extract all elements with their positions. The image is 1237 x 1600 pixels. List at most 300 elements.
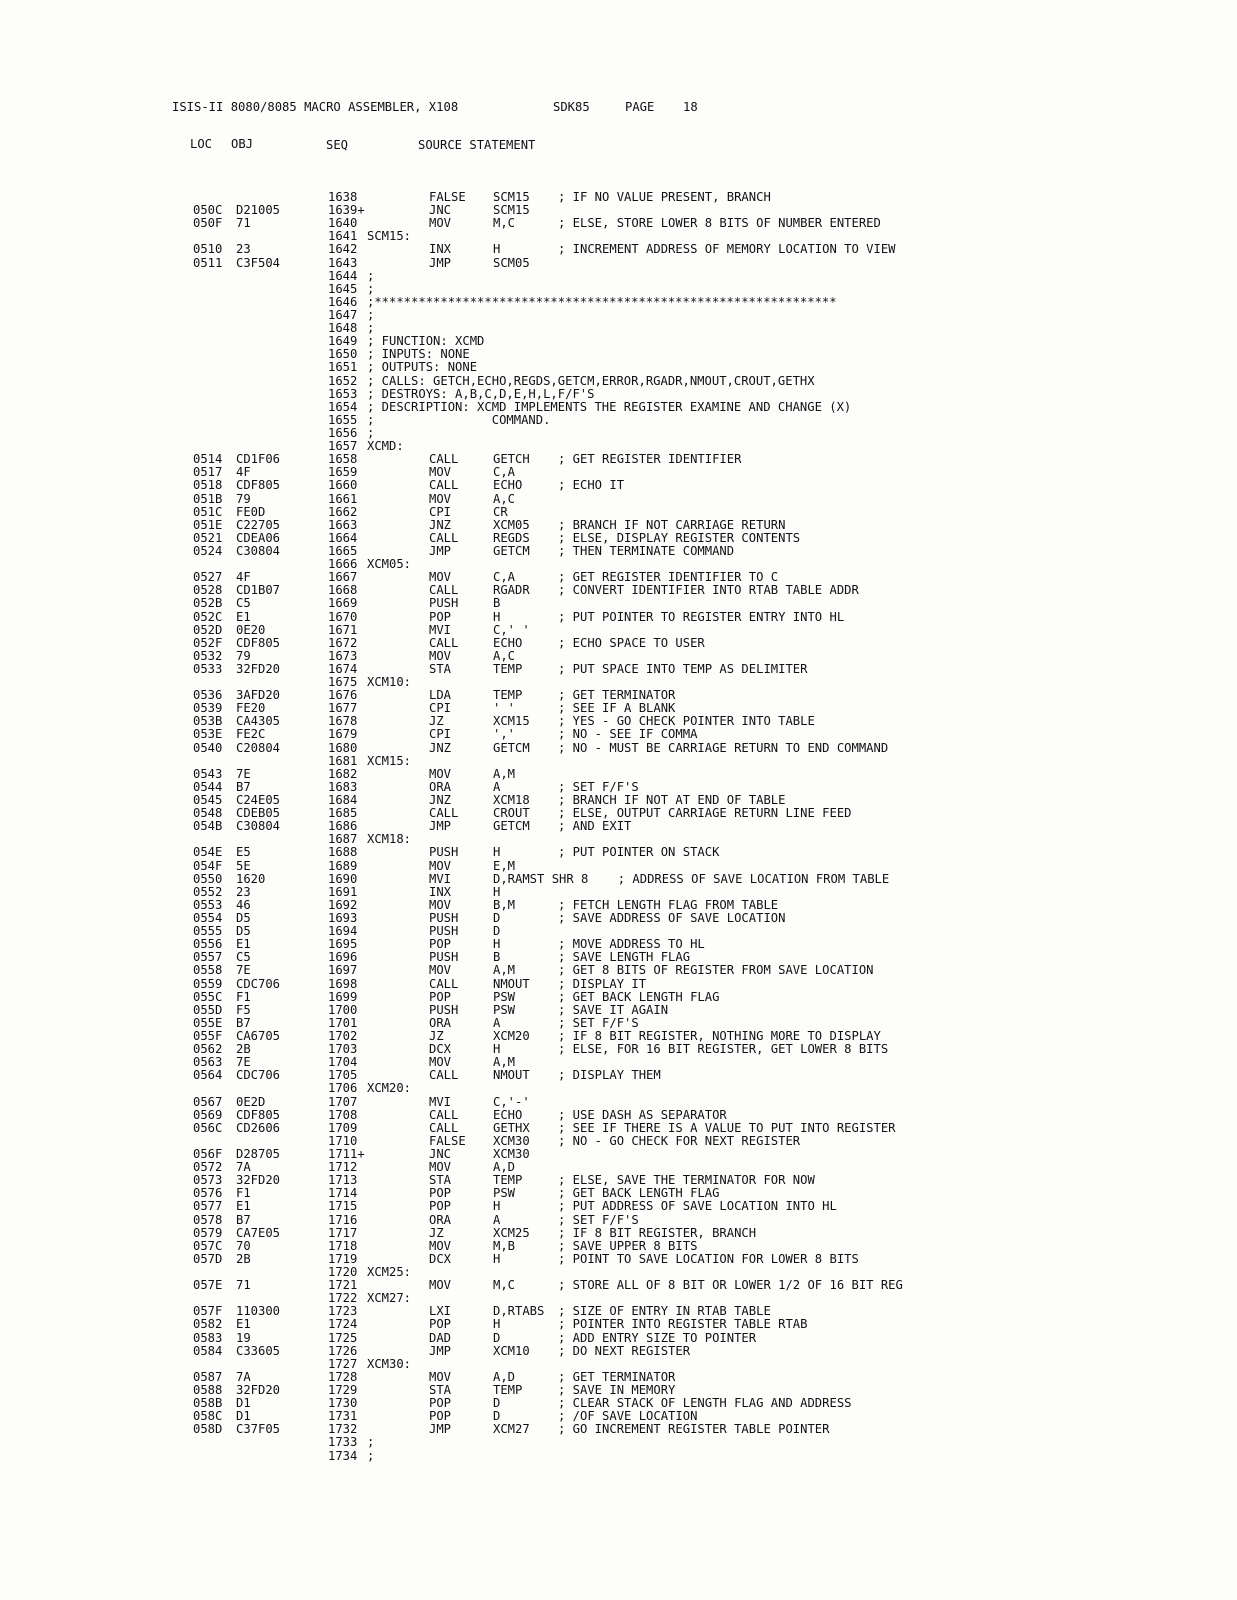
listing-line — [0, 1371, 1237, 1384]
opcode-field: STA — [429, 1173, 452, 1188]
obj-field: 0E20 — [236, 622, 266, 637]
seq-field: 1684 — [328, 793, 358, 808]
opcode-field: JMP — [429, 255, 452, 270]
listing-line — [0, 270, 1237, 283]
obj-field: CA4305 — [236, 714, 281, 729]
seq-field: 1720 — [328, 1264, 358, 1279]
opcode-field: PUSH — [429, 1002, 459, 1017]
loc-field: 052C — [193, 609, 223, 624]
comment-field: ; PUT ADDRESS OF SAVE LOCATION INTO HL — [558, 1199, 837, 1214]
obj-field: D21005 — [236, 203, 281, 218]
opcode-field: MOV — [429, 1278, 452, 1293]
comment-field: ; GET BACK LENGTH FLAG — [558, 989, 720, 1004]
seq-field: 1724 — [328, 1317, 358, 1332]
opcode-field: POP — [429, 937, 452, 952]
comment-field: ; SEE IF A BLANK — [558, 701, 676, 716]
seq-field: 1702 — [328, 1029, 358, 1043]
opcode-field: POP — [429, 1396, 452, 1411]
comment-field: ; SIZE OF ENTRY IN RTAB TABLE — [558, 1304, 771, 1319]
assembler-title: ISIS-II 8080/8085 MACRO ASSEMBLER, X108 — [172, 100, 459, 114]
loc-field: 050F — [193, 216, 223, 231]
obj-field: 7E — [236, 1055, 251, 1070]
obj-field: D5 — [236, 924, 251, 939]
seq-field: 1672 — [328, 635, 358, 650]
opcode-field: PUSH — [429, 924, 459, 939]
comment-field: ; BRANCH IF NOT CARRIAGE RETURN — [558, 517, 786, 532]
operand-field: PSW — [493, 1002, 516, 1017]
operand-field: ECHO — [493, 635, 523, 650]
opcode-field: CALL — [429, 635, 459, 650]
listing-line — [0, 637, 1237, 650]
comment-field: ; IF 8 BIT REGISTER, BRANCH — [558, 1225, 757, 1240]
loc-field: 0572 — [193, 1160, 223, 1175]
obj-field: FE0D — [236, 504, 266, 519]
seq-field: 1727 — [328, 1356, 358, 1371]
listing-line — [0, 519, 1237, 532]
loc-field: 0583 — [193, 1330, 223, 1345]
listing-line — [0, 820, 1237, 833]
seq-field: 1732 — [328, 1422, 358, 1437]
opcode-field: CPI — [429, 701, 452, 716]
operand-field: E,M — [493, 858, 516, 873]
obj-field: 70 — [236, 1238, 251, 1253]
operand-field: TEMP — [493, 1173, 523, 1188]
comment-field: ; GO INCREMENT REGISTER TABLE POINTER — [558, 1422, 830, 1437]
seq-field: 1714 — [328, 1186, 358, 1201]
opcode-field: MOV — [429, 1055, 452, 1070]
listing-line — [0, 873, 1237, 886]
operand-field: A — [493, 779, 501, 794]
opcode-field: MOV — [429, 1369, 452, 1384]
seq-field: 1682 — [328, 766, 358, 781]
loc-field: 0511 — [193, 255, 223, 270]
operand-field: B,M — [493, 897, 516, 912]
obj-field: B7 — [236, 779, 251, 794]
loc-field: 0548 — [193, 806, 223, 821]
listing-line — [0, 991, 1237, 1004]
operand-field: C,A — [493, 570, 516, 585]
listing-line — [0, 597, 1237, 610]
operand-field: H — [493, 845, 501, 860]
seq-field: 1683 — [328, 779, 358, 794]
obj-field: 3AFD20 — [236, 688, 281, 703]
seq-field: 1685 — [328, 806, 358, 821]
listing-line — [0, 361, 1237, 374]
seq-field: 1730 — [328, 1396, 358, 1411]
operand-field: ',' — [493, 727, 516, 742]
comment-field: ; ELSE, OUTPUT CARRIAGE RETURN LINE FEED — [558, 806, 852, 821]
loc-field: 054E — [193, 845, 223, 860]
loc-field: 052F — [193, 635, 223, 650]
seq-field: 1662 — [328, 504, 358, 519]
operand-field: XCM20 — [493, 1029, 530, 1043]
operand-field: SCM05 — [493, 255, 530, 270]
page-number: 18 — [683, 100, 698, 114]
seq-field: 1652 — [328, 373, 358, 388]
loc-field: 0532 — [193, 648, 223, 663]
seq-field: 1695 — [328, 937, 358, 952]
seq-field: 1673 — [328, 648, 358, 663]
seq-field: 1721 — [328, 1278, 358, 1293]
seq-field: 1731 — [328, 1409, 358, 1424]
obj-field: 71 — [236, 216, 251, 231]
opcode-field: CALL — [429, 478, 459, 493]
comment-field: ; PUT POINTER ON STACK — [558, 845, 720, 860]
label-field: XCM10: — [367, 675, 412, 690]
listing-line — [0, 624, 1237, 637]
comment-field: ; GET REGISTER IDENTIFIER TO C — [558, 570, 779, 585]
opcode-field: JMP — [429, 1343, 452, 1358]
loc-field: 0557 — [193, 950, 223, 965]
obj-field: CDC706 — [236, 976, 281, 991]
source-field: ; — [367, 307, 375, 322]
obj-field: 2B — [236, 1251, 251, 1266]
obj-field: 4F — [236, 570, 251, 585]
listing-line — [0, 728, 1237, 741]
operand-field: D — [493, 1409, 501, 1424]
listing-line — [0, 1135, 1237, 1148]
listing-line — [0, 479, 1237, 492]
seq-field: 1705 — [328, 1068, 358, 1083]
seq-field: 1649 — [328, 334, 358, 349]
source-field: ; — [367, 268, 375, 283]
comment-field: ; CLEAR STACK OF LENGTH FLAG AND ADDRESS — [558, 1396, 852, 1411]
seq-field: 1667 — [328, 570, 358, 585]
comment-field: ; NO - MUST BE CARRIAGE RETURN TO END COMMAND — [558, 740, 889, 755]
seq-field: 1670 — [328, 609, 358, 624]
listing-line — [0, 1096, 1237, 1109]
operand-field: A — [493, 1212, 501, 1227]
comment-field: ; STORE ALL OF 8 BIT OR LOWER 1/2 OF 16 BIT REG — [558, 1278, 903, 1293]
obj-field: CDF805 — [236, 478, 281, 493]
comment-field: ; SEE IF THERE IS A VALUE TO PUT INTO REGISTER — [558, 1120, 896, 1135]
module-name: SDK85 — [553, 100, 590, 114]
seq-field: 1704 — [328, 1055, 358, 1070]
operand-field: H — [493, 1251, 501, 1266]
loc-field: 0527 — [193, 570, 223, 585]
opcode-field: MOV — [429, 1160, 452, 1175]
seq-field: 1719 — [328, 1251, 358, 1266]
listing-line — [0, 532, 1237, 545]
seq-field: 1655 — [328, 412, 358, 427]
opcode-field: POP — [429, 1186, 452, 1201]
seq-field: 1717 — [328, 1225, 358, 1240]
loc-field: 052B — [193, 596, 223, 611]
comment-field: ; ECHO IT — [558, 478, 625, 493]
source-field: ; INPUTS: NONE — [367, 347, 470, 362]
seq-field: 1729 — [328, 1382, 358, 1397]
operand-field: A,M — [493, 963, 516, 978]
seq-field: 1686 — [328, 819, 358, 834]
operand-field: ECHO — [493, 1107, 523, 1122]
comment-field: ; SAVE IN MEMORY — [558, 1382, 676, 1397]
seq-field: 1669 — [328, 596, 358, 611]
comment-field: ; SET F/F'S — [558, 779, 639, 794]
opcode-field: MOV — [429, 465, 452, 480]
opcode-field: JMP — [429, 1422, 452, 1437]
comment-field: ; FETCH LENGTH FLAG FROM TABLE — [558, 897, 779, 912]
operand-field: M,C — [493, 216, 516, 231]
seq-field: 1725 — [328, 1330, 358, 1345]
source-field: ; — [367, 1448, 375, 1463]
label-field: XCMD: — [367, 439, 404, 454]
opcode-field: POP — [429, 1317, 452, 1332]
obj-field: C3F504 — [236, 255, 281, 270]
seq-field: 1713 — [328, 1173, 358, 1188]
comment-field: ; MOVE ADDRESS TO HL — [558, 937, 705, 952]
opcode-field: STA — [429, 661, 452, 676]
opcode-field: CPI — [429, 504, 452, 519]
source-field: ;*************************************************************** — [367, 294, 837, 309]
loc-field: 051E — [193, 517, 223, 532]
listing-line — [0, 964, 1237, 977]
operand-field: D — [493, 911, 501, 926]
listing-line — [0, 1082, 1237, 1095]
comment-field: ; PUT POINTER TO REGISTER ENTRY INTO HL — [558, 609, 845, 624]
opcode-field: MVI — [429, 871, 452, 886]
obj-field: CDF805 — [236, 635, 281, 650]
obj-field: 0E2D — [236, 1094, 266, 1109]
seq-field: 1697 — [328, 963, 358, 978]
seq-field: 1688 — [328, 845, 358, 860]
listing-line — [0, 1043, 1237, 1056]
opcode-field: CALL — [429, 806, 459, 821]
opcode-field: JZ — [429, 714, 444, 729]
opcode-field: CALL — [429, 1107, 459, 1122]
comment-field: ; SET F/F'S — [558, 1015, 639, 1030]
label-field: XCM18: — [367, 832, 412, 847]
obj-field: CD1B07 — [236, 583, 281, 598]
obj-field: C5 — [236, 596, 251, 611]
operand-field: H — [493, 609, 501, 624]
opcode-field: JZ — [429, 1225, 444, 1240]
operand-field: D,RTABS — [493, 1304, 545, 1319]
seq-field: 1676 — [328, 688, 358, 703]
operand-field: A — [493, 1015, 501, 1030]
operand-field: XCM30 — [493, 1133, 530, 1148]
obj-field: D1 — [236, 1409, 251, 1424]
obj-field: E1 — [236, 1199, 251, 1214]
listing-line — [0, 453, 1237, 466]
obj-field: 32FD20 — [236, 661, 281, 676]
operand-field: C,' ' — [493, 622, 530, 637]
obj-field: C37F05 — [236, 1422, 281, 1437]
loc-field: 056F — [193, 1146, 223, 1161]
loc-field: 0539 — [193, 701, 223, 716]
obj-field: B7 — [236, 1212, 251, 1227]
loc-field: 050C — [193, 203, 223, 218]
comment-field: ; NO - SEE IF COMMA — [558, 727, 698, 742]
opcode-field: JNZ — [429, 793, 452, 808]
comment-field: ; YES - GO CHECK POINTER INTO TABLE — [558, 714, 815, 729]
operand-field: H — [493, 1317, 501, 1332]
opcode-field: JNZ — [429, 517, 452, 532]
loc-field: 0550 — [193, 871, 223, 886]
obj-field: D28705 — [236, 1146, 281, 1161]
opcode-field: POP — [429, 1409, 452, 1424]
comment-field: ; GET 8 BITS OF REGISTER FROM SAVE LOCATION — [558, 963, 874, 978]
seq-field: 1715 — [328, 1199, 358, 1214]
loc-field: 051B — [193, 491, 223, 506]
operand-field: D — [493, 1396, 501, 1411]
operand-field: D — [493, 1330, 501, 1345]
seq-field: 1645 — [328, 281, 358, 296]
seq-field: 1643 — [328, 255, 358, 270]
listing-line — [0, 755, 1237, 768]
source-field: ; COMMAND. — [367, 412, 551, 427]
label-field: XCM15: — [367, 753, 412, 768]
loc-field: 058D — [193, 1422, 223, 1437]
listing-line — [0, 611, 1237, 624]
source-field: ; — [367, 321, 375, 336]
opcode-field: MOV — [429, 963, 452, 978]
comment-field: ; /OF SAVE LOCATION — [558, 1409, 698, 1424]
column-header-loc: LOC — [190, 137, 213, 151]
seq-field: 1647 — [328, 307, 358, 322]
obj-field: C20804 — [236, 740, 281, 755]
opcode-field: PUSH — [429, 950, 459, 965]
opcode-field: INX — [429, 242, 452, 257]
seq-field: 1659 — [328, 465, 358, 480]
listing-line — [0, 1227, 1237, 1240]
comment-field: ; SET F/F'S — [558, 1212, 639, 1227]
loc-field: 0562 — [193, 1042, 223, 1057]
opcode-field: POP — [429, 609, 452, 624]
comment-field: ; USE DASH AS SEPARATOR — [558, 1107, 727, 1122]
obj-field: F1 — [236, 989, 251, 1004]
loc-field: 0588 — [193, 1382, 223, 1397]
listing-line — [0, 243, 1237, 256]
listing-line — [0, 584, 1237, 597]
obj-field: 23 — [236, 884, 251, 899]
obj-field: B7 — [236, 1015, 251, 1030]
seq-field: 1696 — [328, 950, 358, 965]
loc-field: 053B — [193, 714, 223, 729]
operand-field: H — [493, 1199, 501, 1214]
operand-field: D,RAMST SHR 8 ; ADDRESS OF SAVE LOCATION FROM TABLE — [493, 871, 890, 886]
loc-field: 055D — [193, 1002, 223, 1017]
loc-field: 054F — [193, 858, 223, 873]
label-field: XCM05: — [367, 557, 412, 572]
operand-field: A,M — [493, 766, 516, 781]
seq-field: 1699 — [328, 989, 358, 1004]
operand-field: XCM30 — [493, 1146, 530, 1161]
seq-field: 1722 — [328, 1291, 358, 1306]
listing-line — [0, 1109, 1237, 1122]
seq-field: 1728 — [328, 1369, 358, 1384]
source-field: ; OUTPUTS: NONE — [367, 360, 478, 375]
obj-field: 7E — [236, 963, 251, 978]
obj-field: C30804 — [236, 543, 281, 558]
source-field: ; CALLS: GETCH,ECHO,REGDS,GETCM,ERROR,RGADR,NMOUT,CROUT,GETHX — [367, 373, 815, 388]
loc-field: 0563 — [193, 1055, 223, 1070]
operand-field: XCM15 — [493, 714, 530, 729]
obj-field: C24E05 — [236, 793, 281, 808]
seq-field: 1693 — [328, 911, 358, 926]
opcode-field: DCX — [429, 1251, 452, 1266]
operand-field: GETCM — [493, 819, 530, 834]
seq-field: 1656 — [328, 425, 358, 440]
listing-line — [0, 1332, 1237, 1345]
obj-field: 19 — [236, 1330, 251, 1345]
listing-line — [0, 1345, 1237, 1358]
comment-field: ; IF 8 BIT REGISTER, NOTHING MORE TO DISPLAY — [558, 1029, 881, 1043]
obj-field: C33605 — [236, 1343, 281, 1358]
listing-line — [0, 1200, 1237, 1213]
operand-field: XCM05 — [493, 517, 530, 532]
label-field: XCM27: — [367, 1291, 412, 1306]
seq-field: 1687 — [328, 832, 358, 847]
seq-field: 1689 — [328, 858, 358, 873]
comment-field: ; ECHO SPACE TO USER — [558, 635, 705, 650]
loc-field: 0521 — [193, 530, 223, 545]
comment-field: ; SAVE UPPER 8 BITS — [558, 1238, 698, 1253]
obj-field: CA6705 — [236, 1029, 281, 1043]
listing-line — [0, 768, 1237, 781]
loc-field: 0587 — [193, 1369, 223, 1384]
loc-field: 057D — [193, 1251, 223, 1266]
comment-field: ; GET TERMINATOR — [558, 688, 676, 703]
operand-field: XCM10 — [493, 1343, 530, 1358]
operand-field: A,C — [493, 648, 516, 663]
operand-field: GETCM — [493, 543, 530, 558]
operand-field: C,'-' — [493, 1094, 530, 1109]
loc-field: 0558 — [193, 963, 223, 978]
opcode-field: ORA — [429, 779, 452, 794]
comment-field: ; IF NO VALUE PRESENT, BRANCH — [558, 190, 771, 204]
opcode-field: PUSH — [429, 596, 459, 611]
obj-field: C22705 — [236, 517, 281, 532]
comment-field: ; PUT SPACE INTO TEMP AS DELIMITER — [558, 661, 808, 676]
loc-field: 0545 — [193, 793, 223, 808]
obj-field: C5 — [236, 950, 251, 965]
loc-field: 0552 — [193, 884, 223, 899]
listing-line — [0, 1069, 1237, 1082]
source-field: ; — [367, 425, 375, 440]
opcode-field: PUSH — [429, 911, 459, 926]
seq-field: 1674 — [328, 661, 358, 676]
loc-field: 0517 — [193, 465, 223, 480]
operand-field: GETCH — [493, 452, 530, 467]
operand-field: ' ' — [493, 701, 516, 716]
obj-field: 32FD20 — [236, 1382, 281, 1397]
seq-field: 1664 — [328, 530, 358, 545]
obj-field: F1 — [236, 1186, 251, 1201]
obj-field: 5E — [236, 858, 251, 873]
seq-field: 1666 — [328, 557, 358, 572]
listing-line — [0, 257, 1237, 270]
seq-field: 1690 — [328, 871, 358, 886]
seq-field: 1733 — [328, 1435, 358, 1450]
opcode-field: POP — [429, 1199, 452, 1214]
loc-field: 056C — [193, 1120, 223, 1135]
listing-line — [0, 375, 1237, 388]
seq-field: 1734 — [328, 1448, 358, 1463]
loc-field: 0524 — [193, 543, 223, 558]
seq-field: 1707 — [328, 1094, 358, 1109]
loc-field: 057F — [193, 1304, 223, 1319]
obj-field: CDF805 — [236, 1107, 281, 1122]
obj-field: CD2606 — [236, 1120, 281, 1135]
loc-field: 0510 — [193, 242, 223, 257]
opcode-field: MOV — [429, 491, 452, 506]
loc-field: 0576 — [193, 1186, 223, 1201]
opcode-field: JNZ — [429, 740, 452, 755]
loc-field: 0584 — [193, 1343, 223, 1358]
loc-field: 0533 — [193, 661, 223, 676]
label-field: XCM25: — [367, 1264, 412, 1279]
obj-field: 46 — [236, 897, 251, 912]
